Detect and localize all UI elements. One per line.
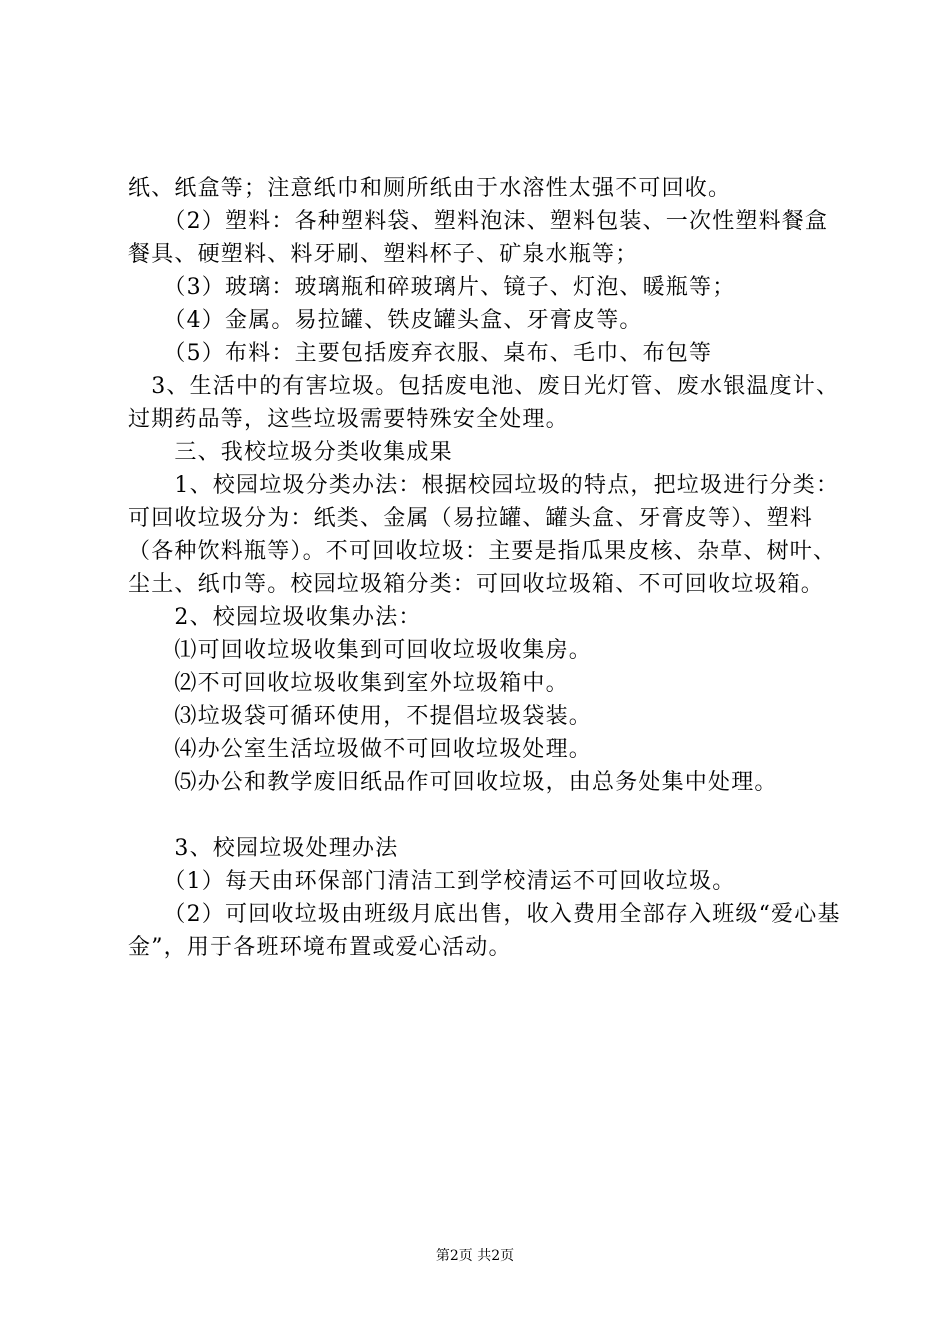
page-number-label: 第2页 共2页 [435,1248,515,1264]
paragraph-collection-method-heading: 2、校园垃圾收集办法： [128,605,422,630]
list-item-disposal-1: （1）每天由环保部门清洁工到学校清运不可回收垃圾。 [128,869,736,894]
paragraph-hazardous-waste: 3、生活中的有害垃圾。包括废电池、废日光灯管、废水银温度计、过期药品等，这些垃圾需要特殊安全处理。 [128,374,840,432]
paragraph-paper-note: 纸、纸盒等；注意纸巾和厕所纸由于水溶性太强不可回收。 [128,176,732,201]
paragraph-plastic: （2）塑料：各种塑料袋、塑料泡沫、塑料包装、一次性塑料餐盒餐具、硬塑料、料牙刷、塑料杯子、矿泉水瓶等； [128,209,829,267]
paragraph-cloth: （5）布料：主要包括废弃衣服、桌布、毛巾、布包等 [128,341,713,366]
list-item-collection-4: ⑷办公室生活垃圾做不可回收垃圾处理。 [128,737,593,762]
paragraph-glass: （3）玻璃：玻璃瓶和碎玻璃片、镜子、灯泡、暖瓶等； [128,275,736,300]
list-item-collection-5: ⑸办公和教学废旧纸品作可回收垃圾，由总务处集中处理。 [128,770,778,795]
list-item-collection-1: ⑴可回收垃圾收集到可回收垃圾收集房。 [128,638,593,663]
paragraph-classification-method: 1、校园垃圾分类办法：根据校园垃圾的特点，把垃圾进行分类：可回收垃圾分为：纸类、金属（易拉罐、罐头盒、牙膏皮等）、塑料（各种饮料瓶等）。不可回收垃圾：主要是指瓜果皮核、杂草、树叶、尘土、纸巾等。校园垃圾箱分类：可回收垃圾箱、不可回收垃圾箱。 [128,473,840,597]
section-heading-results: 三、我校垃圾分类收集成果 [128,440,453,465]
list-item-disposal-2: （2）可回收垃圾由班级月底出售，收入费用全部存入班级“爱心基金”，用于各班环境布置或爱心活动。 [128,902,841,960]
paragraph-disposal-method-heading: 3、校园垃圾处理办法 [128,836,399,861]
document-body [128,172,848,964]
blank-line [128,799,848,832]
list-item-collection-3: ⑶垃圾袋可循环使用，不提倡垃圾袋装。 [128,704,593,729]
paragraph-metal: （4）金属。易拉罐、铁皮罐头盒、牙膏皮等。 [128,308,643,333]
list-item-collection-2: ⑵不可回收垃圾收集到室外垃圾箱中。 [128,671,569,696]
page-footer [0,1246,950,1266]
